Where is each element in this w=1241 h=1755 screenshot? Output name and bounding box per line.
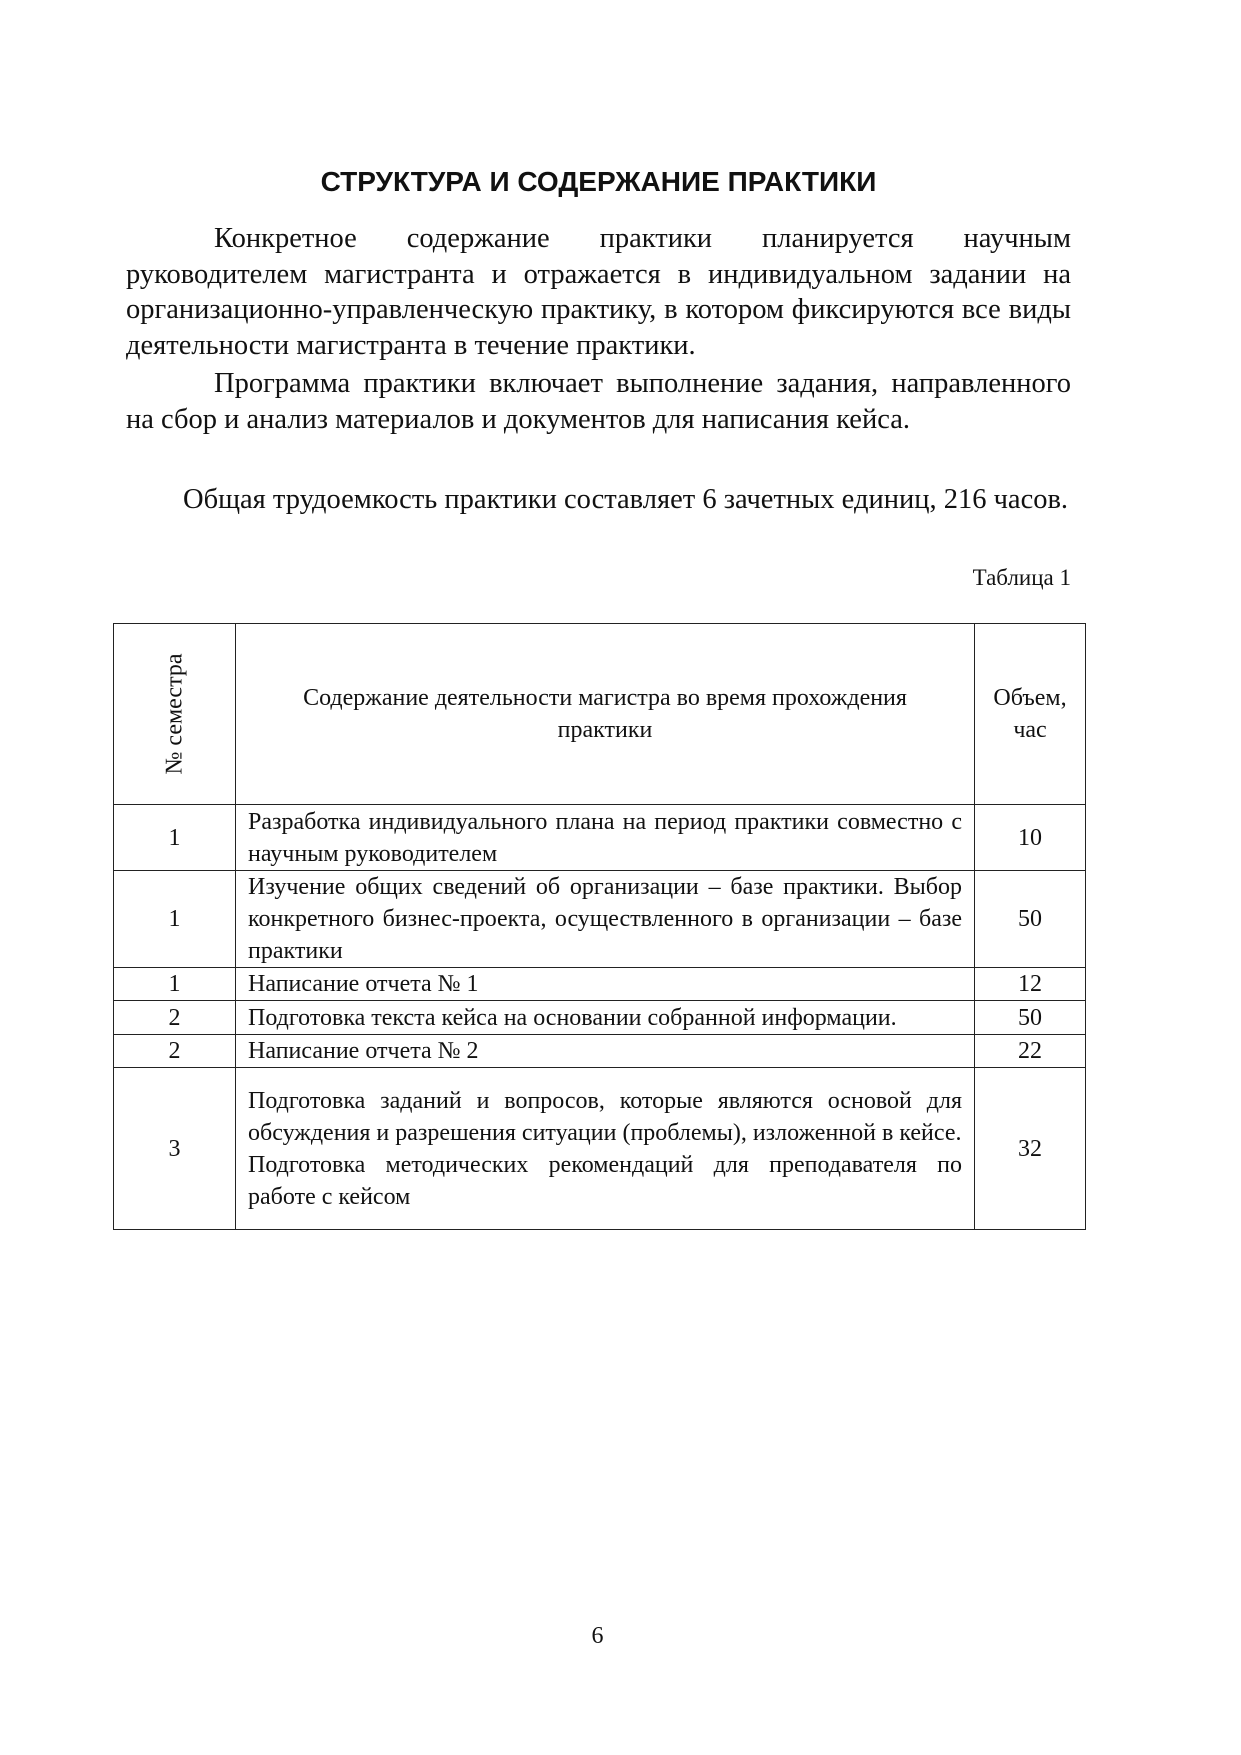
header-hours: Объем, час xyxy=(975,624,1086,805)
row-hours: 22 xyxy=(975,1035,1086,1068)
row-semester: 3 xyxy=(114,1068,236,1230)
row-content-2: Подготовка методических рекомендаций для преподавателя по работе с кейсом xyxy=(248,1151,962,1210)
practice-table xyxy=(113,623,1086,1230)
paragraph: Конкретное содержание практики планируется научным руководителем магистранта и отражается в индивидуальном задании на организационно-управленческую практику, в котором фиксируются все виды деятельности магистранта в течение практики. xyxy=(126,223,1071,361)
row-content: Изучение общих сведений об организации – базе практики. Выбор конкретного бизнес-проекта, осуществленного в организации – базе практики xyxy=(248,874,962,964)
row-hours: 10 xyxy=(975,805,1086,871)
row-content-cell xyxy=(236,1035,975,1068)
row-semester: 1 xyxy=(114,871,236,968)
row-content: Разработка индивидуального плана на период практики совместно с научным руководителем xyxy=(248,808,962,867)
row-semester: 1 xyxy=(114,968,236,1001)
row-hours: 50 xyxy=(975,1001,1086,1035)
row-content-cell xyxy=(236,871,975,968)
row-content-cell xyxy=(236,1001,975,1035)
header-content: Содержание деятельности магистра во время прохождения практики xyxy=(236,624,975,805)
row-hours: 32 xyxy=(975,1068,1086,1230)
row-hours: 50 xyxy=(975,871,1086,968)
table-row xyxy=(114,1001,1086,1035)
table-row xyxy=(114,1035,1086,1068)
row-content-cell xyxy=(236,968,975,1001)
paragraph: Общая трудоемкость практики составляет 6 зачетных единиц, 216 часов. xyxy=(183,484,1069,515)
row-semester: 2 xyxy=(114,1001,236,1035)
table-label: Таблица 1 xyxy=(972,565,1071,590)
row-content: Подготовка заданий и вопросов, которые являются основой для обсуждения и разрешения ситуации (проблемы), изложенной в кейсе. xyxy=(248,1087,962,1146)
row-content-cell xyxy=(236,805,975,871)
header-semester xyxy=(114,624,236,805)
table-row xyxy=(114,1068,1086,1230)
table-row xyxy=(114,805,1086,871)
row-content: Написание отчета № 2 xyxy=(248,1038,479,1064)
row-content: Подготовка текста кейса на основании собранной информации. xyxy=(248,1004,897,1031)
row-semester: 1 xyxy=(114,805,236,871)
row-hours: 12 xyxy=(975,968,1086,1001)
paragraph: Программа практики включает выполнение задания, направленного на сбор и анализ материалов и документов для написания кейса. xyxy=(126,368,1071,435)
page-number: 6 xyxy=(591,1623,604,1649)
table-row xyxy=(114,871,1086,968)
row-content: Написание отчета № 1 xyxy=(248,971,479,997)
row-semester: 2 xyxy=(114,1035,236,1068)
table-header-row xyxy=(114,624,1086,805)
page-title: СТРУКТУРА И СОДЕРЖАНИЕ ПРАКТИКИ xyxy=(320,166,877,197)
header-semester-label: № семестра xyxy=(161,653,188,775)
table-row xyxy=(114,968,1086,1001)
row-content-cell xyxy=(236,1068,975,1230)
